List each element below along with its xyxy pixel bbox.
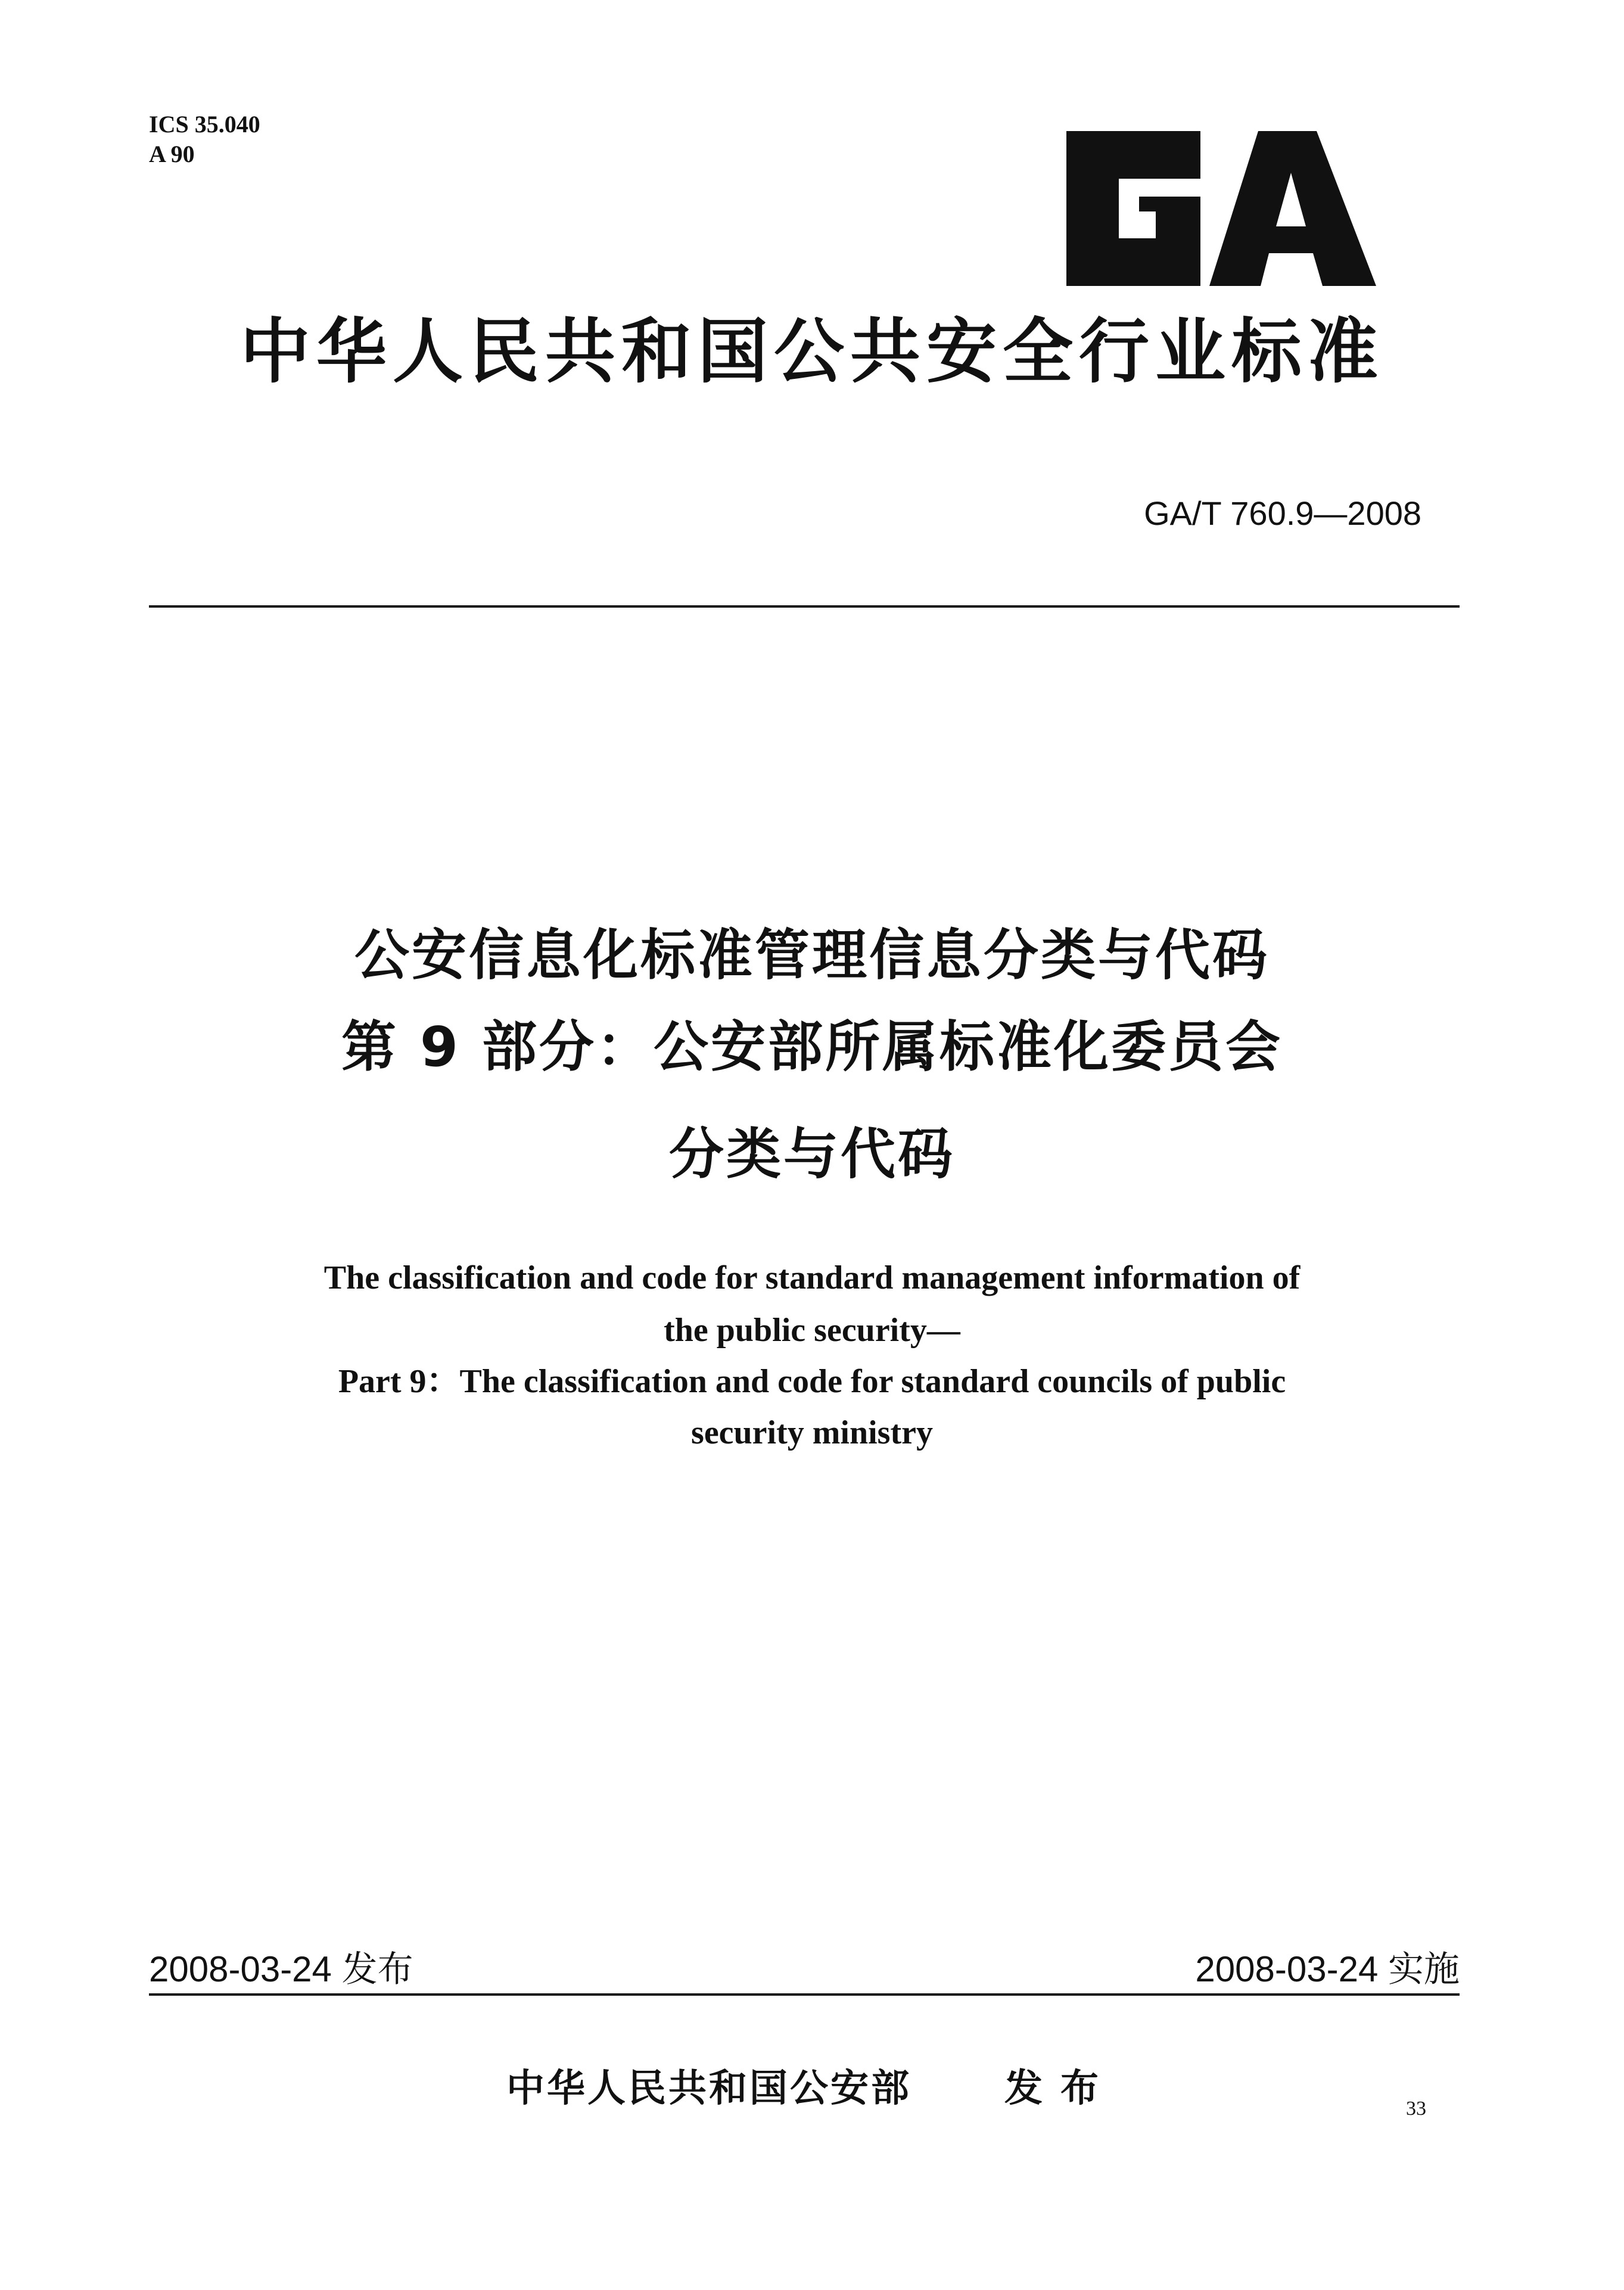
ga-logo	[1066, 131, 1376, 286]
classification-code: A 90	[149, 141, 195, 167]
title-cn-line-3: 分类与代码	[668, 1122, 955, 1186]
title-en-line-1: The classification and code for standard management information of	[323, 1259, 1301, 1296]
implement-date: 2008-03-24 实施	[1195, 1949, 1460, 1989]
title-en-line-4: security ministry	[691, 1414, 933, 1451]
title-en-line-2: the public security—	[664, 1312, 960, 1349]
page-number: 33	[1406, 2098, 1426, 2120]
standard-number: GA/T 760.9—2008	[1144, 494, 1421, 532]
org-title: 中华人民共和国公共安全行业标准	[239, 310, 1384, 393]
ics-code: ICS 35.040	[149, 111, 260, 138]
ga-logo-letter-g	[1066, 131, 1200, 286]
title-cn-line-2: 第 9 部分：公安部所属标准化委员会	[341, 1015, 1283, 1079]
issue-label: 发布	[1004, 2067, 1116, 2111]
ga-logo-letter-a	[1209, 131, 1376, 286]
publish-date: 2008-03-24 发布	[149, 1949, 413, 1989]
top-divider	[149, 605, 1460, 608]
title-en-line-3: Part 9：The classification and code for standard councils of public	[338, 1363, 1286, 1400]
title-cn-line-1: 公安信息化标准管理信息分类与代码	[354, 923, 1270, 987]
issuer: 中华人民共和国公安部	[506, 2067, 911, 2111]
bottom-divider	[149, 1993, 1460, 1996]
